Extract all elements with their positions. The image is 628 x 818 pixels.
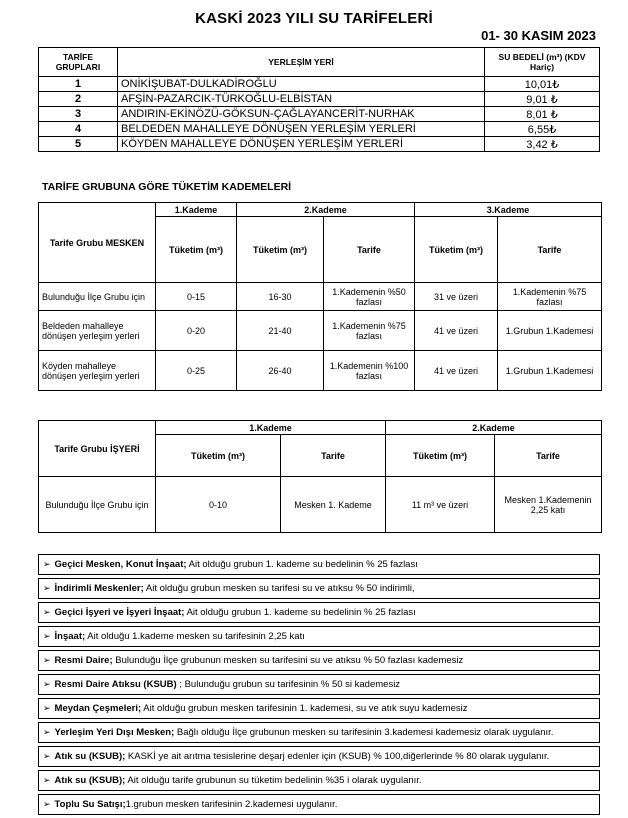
group-label: Tarife Grubu MESKEN (39, 203, 156, 283)
col-tariff: Tarife (495, 435, 602, 477)
tariff-cell: 1.Kademenin %50 fazlası (324, 283, 415, 311)
kademe-header-row (39, 203, 602, 217)
note-title: Atık su (KSUB); (54, 751, 126, 762)
isyeri-table (38, 420, 602, 533)
kademe-1-header: 1.Kademe (156, 203, 237, 217)
kademe-2-header: 2.Kademe (237, 203, 415, 217)
arrow-icon: ➢ (43, 775, 51, 785)
note-text: Ait olduğu tarife grubunun su tüketim bedelinin %35 i olarak uygulanır. (125, 775, 422, 786)
consumption-cell: 0-20 (156, 311, 237, 351)
row-label: Bulunduğu İlçe Grubu için (39, 283, 156, 311)
tariff-cell: Mesken 1.Kademenin 2,25 katı (495, 477, 602, 533)
note-title: Meydan Çeşmeleri; (54, 703, 142, 714)
price-cell: 9,01 ₺ (485, 92, 600, 107)
tariff-cell: Mesken 1. Kademe (281, 477, 386, 533)
kademe-1-header: 1.Kademe (156, 421, 386, 435)
col-consumption: Tüketim (m³) (386, 435, 495, 477)
tariff-cell: 1.Kademenin %75 fazlası (498, 283, 602, 311)
consumption-cell: 0-15 (156, 283, 237, 311)
note-text: Ait olduğu grubun mesken tarifesinin 1. kademesi, su ve atık suyu kademesiz (141, 703, 468, 714)
price-cell: 8,01 ₺ (485, 107, 600, 122)
list-item (38, 794, 600, 815)
note-text: ; Bulunduğu grubun su tarifesinin % 50 si kademesiz (176, 679, 401, 690)
row-label: Bulunduğu İlçe Grubu için (39, 477, 156, 533)
consumption-cell: 41 ve üzeri (415, 351, 498, 391)
arrow-icon: ➢ (43, 703, 51, 713)
row-label: Köyden mahalleye dönüşen yerleşim yerleri (39, 351, 156, 391)
list-item (38, 722, 600, 743)
group-cell: 4 (39, 122, 118, 137)
kademe-3-header: 3.Kademe (415, 203, 602, 217)
note-title: Geçici İşyeri ve İşyeri İnşaat; (54, 607, 185, 618)
consumption-cell: 21-40 (237, 311, 324, 351)
list-item (38, 698, 600, 719)
note-text: Bulunduğu İlçe grubunun mesken su tarifesini su ve atıksu % 50 fazlası kademesiz (112, 655, 464, 666)
mesken-table (38, 202, 602, 391)
header-water-price: SU BEDELİ (m³) (KDV Hariç) (485, 48, 600, 77)
note-text: Ait olduğu grubun 1. kademe su bedelinin % 25 fazlası (186, 559, 418, 570)
page-title: KASKİ 2023 YILI SU TARİFELERİ (195, 10, 433, 27)
list-item (38, 626, 600, 647)
col-consumption: Tüketim (m³) (237, 217, 324, 283)
arrow-icon: ➢ (43, 799, 51, 809)
note-title: Resmi Daire Atıksu (KSUB) (54, 679, 177, 690)
table-header-row (39, 48, 600, 77)
table-row (39, 137, 600, 152)
list-item (38, 578, 600, 599)
kademe-header-row (39, 421, 602, 435)
note-title: Resmi Daire; (54, 655, 113, 666)
table-row (39, 122, 600, 137)
arrow-icon: ➢ (43, 607, 51, 617)
price-cell: 10,01₺ (485, 77, 600, 92)
list-item (38, 650, 600, 671)
note-text: KASKİ ye ait arıtma tesislerine deşarj edenler için (KSUB) % 100,diğerlerinde % 80 olarak uygulanır. (125, 751, 550, 762)
table-row (39, 283, 602, 311)
list-item (38, 770, 600, 791)
group-cell: 2 (39, 92, 118, 107)
col-tariff: Tarife (324, 217, 415, 283)
table-row (39, 92, 600, 107)
table-row (39, 77, 600, 92)
note-text: Ait olduğu grubun 1. kademe su bedelinin % 25 fazlası (184, 607, 416, 618)
tariff-groups-table (38, 47, 600, 152)
table-row (39, 311, 602, 351)
col-consumption: Tüketim (m³) (156, 435, 281, 477)
col-consumption: Tüketim (m³) (415, 217, 498, 283)
note-text: Ait olduğu grubun mesken su tarifesi su ve atıksu % 50 indirimli, (143, 583, 415, 594)
group-cell: 1 (39, 77, 118, 92)
place-cell: KÖYDEN MAHALLEYE DÖNÜŞEN YERLEŞİM YERLERİ (118, 137, 485, 152)
consumption-cell: 0-10 (156, 477, 281, 533)
col-consumption: Tüketim (m³) (156, 217, 237, 283)
kademe-2-header: 2.Kademe (386, 421, 602, 435)
note-title: Geçici Mesken, Konut İnşaat; (54, 559, 187, 570)
arrow-icon: ➢ (43, 727, 51, 737)
list-item (38, 674, 600, 695)
arrow-icon: ➢ (43, 631, 51, 641)
note-text: 1.grubun mesken tarifesinin 2.kademesi uygulanır. (125, 799, 338, 810)
consumption-cell: 26-40 (237, 351, 324, 391)
table-row (39, 107, 600, 122)
tariff-cell: 1.Grubun 1.Kademesi (498, 351, 602, 391)
tariff-cell: 1.Kademenin %100 fazlası (324, 351, 415, 391)
note-title: Yerleşim Yeri Dışı Mesken; (54, 727, 175, 738)
header-settlement: YERLEŞİM YERİ (118, 48, 485, 77)
consumption-cell: 41 ve üzeri (415, 311, 498, 351)
note-text: Ait olduğu 1.kademe mesken su tarifesinin 2,25 katı (85, 631, 305, 642)
list-item (38, 746, 600, 767)
tariff-cell: 1.Grubun 1.Kademesi (498, 311, 602, 351)
section-title: TARİFE GRUBUNA GÖRE TÜKETİM KADEMELERİ (42, 181, 292, 193)
col-tariff: Tarife (281, 435, 386, 477)
period-label: 01- 30 KASIM 2023 (481, 28, 596, 43)
list-item (38, 554, 600, 575)
place-cell: BELDEDEN MAHALLEYE DÖNÜŞEN YERLEŞİM YERLERİ (118, 122, 485, 137)
note-title: Atık su (KSUB); (54, 775, 126, 786)
note-title: İnşaat; (54, 631, 86, 642)
notes-list (38, 554, 600, 818)
consumption-cell: 0-25 (156, 351, 237, 391)
row-label: Beldeden mahalleye dönüşen yerleşim yerleri (39, 311, 156, 351)
list-item (38, 602, 600, 623)
arrow-icon: ➢ (43, 583, 51, 593)
arrow-icon: ➢ (43, 655, 51, 665)
header-tariff-groups: TARİFE GRUPLARI (39, 48, 118, 77)
arrow-icon: ➢ (43, 679, 51, 689)
group-cell: 3 (39, 107, 118, 122)
note-title: Toplu Su Satışı; (54, 799, 126, 810)
place-cell: ONİKİŞUBAT-DULKADİROĞLU (118, 77, 485, 92)
place-cell: ANDIRIN-EKİNÖZÜ-GÖKSUN-ÇAĞLAYANCERİT-NURHAK (118, 107, 485, 122)
col-tariff: Tarife (498, 217, 602, 283)
place-cell: AFŞİN-PAZARCIK-TÜRKOĞLU-ELBİSTAN (118, 92, 485, 107)
table-row (39, 477, 602, 533)
consumption-cell: 11 m³ ve üzeri (386, 477, 495, 533)
note-title: İndirimli Meskenler; (54, 583, 144, 594)
note-text: Bağlı olduğu İlçe grubunun mesken su tarifesinin 3.kademesi kademesiz olarak uygulanır. (174, 727, 554, 738)
arrow-icon: ➢ (43, 751, 51, 761)
tariff-cell: 1.Kademenin %75 fazlası (324, 311, 415, 351)
price-cell: 3,42 ₺ (485, 137, 600, 152)
price-cell: 6,55₺ (485, 122, 600, 137)
arrow-icon: ➢ (43, 559, 51, 569)
table-row (39, 351, 602, 391)
consumption-cell: 16-30 (237, 283, 324, 311)
group-label: Tarife Grubu İŞYERİ (39, 421, 156, 477)
consumption-cell: 31 ve üzeri (415, 283, 498, 311)
group-cell: 5 (39, 137, 118, 152)
